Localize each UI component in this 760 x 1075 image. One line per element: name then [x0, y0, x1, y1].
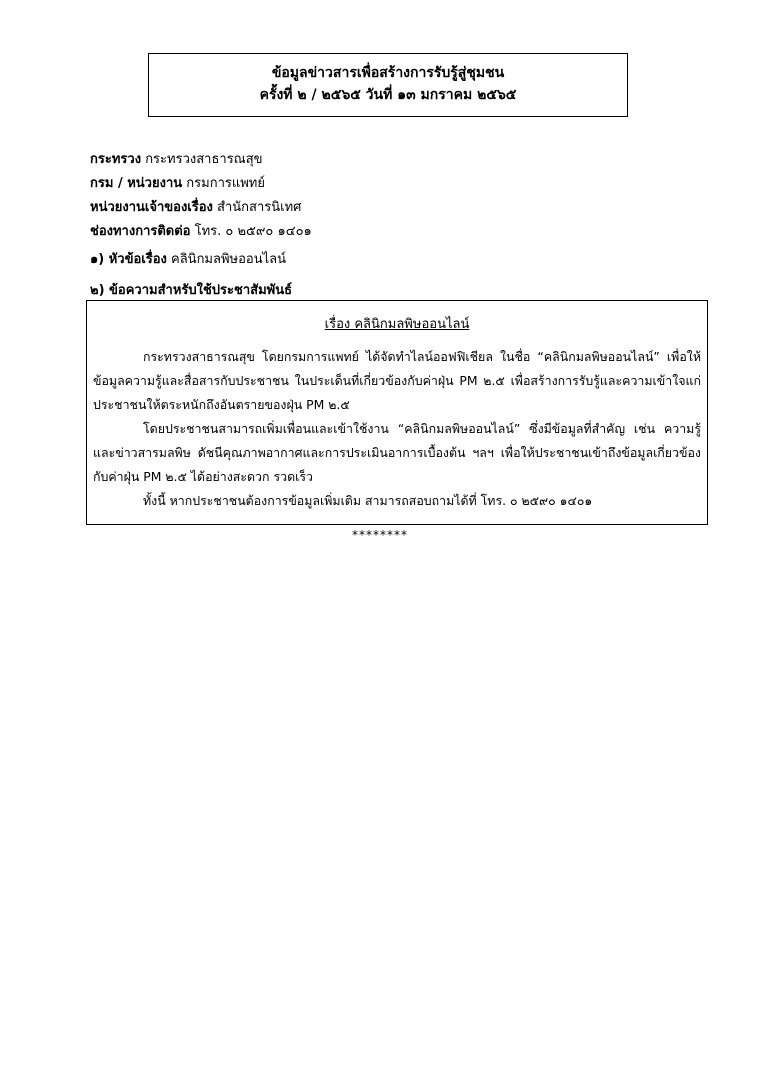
story-title: เรื่อง คลินิกมลพิษออนไลน์: [324, 317, 470, 332]
story-paragraph-2: โดยประชาชนสามารถเพิ่มเพื่อนและเข้าใช้งาน “คลินิกมลพิษออนไลน์” ซึ่งมีข้อมูลที่สำคัญ เช่น ความรู้และข่าวสารมลพิษ ดัชนีคุณภาพอากาศและการประเมินอาการเบื้องต้น ฯลฯ เพื่อให้ประชาชนเข้าถึงข้อมูลเกี่ยวข้องกับค่าฝุ่น PM ๒.๕ ได้อย่างสะดวก รวดเร็ว: [93, 421, 701, 484]
title-line-1: ข้อมูลข่าวสารเพื่อสร้างการรับรู้สู่ชุมชน: [271, 65, 505, 81]
story-paragraph-3: ทั้งนี้ หากประชาชนต้องการข้อมูลเพิ่มเติม สามารถสอบถามได้ที่ โทร. ๐ ๒๕๙๐ ๑๔๐๑: [143, 493, 593, 508]
press-release-box: [86, 300, 708, 525]
department-label: กรม / หน่วยงาน: [90, 176, 183, 191]
section-1-label: ๑) หัวข้อเรื่อง: [90, 252, 167, 267]
contact-row: [90, 222, 312, 242]
ministry-value: กระทรวงสาธารณสุข: [145, 152, 263, 167]
owner-row: [90, 198, 301, 218]
contact-value: โทร. ๐ ๒๕๙๐ ๑๔๐๑: [194, 224, 312, 239]
owner-value: สำนักสารนิเทศ: [217, 200, 302, 215]
story-paragraph-1: กระทรวงสาธารณสุข โดยกรมการแพทย์ ได้จัดทำไลน์ออฟฟิเชียล ในชื่อ “คลินิกมลพิษออนไลน์” เพื่อให้ข้อมูลความรู้และสื่อสารกับประชาชน ในประเด็นที่เกี่ยวข้องกับค่าฝุ่น PM ๒.๕ เพื่อสร้างการรับรู้และความเข้าใจแก่ประชาชนให้ตระหนักถึงอันตรายของฝุ่น PM ๒.๕: [93, 349, 701, 412]
section-2-heading: [90, 281, 292, 301]
section-2-label: ๒) ข้อความสำหรับใช้ประชาสัมพันธ์: [90, 283, 293, 298]
section-1-heading: [90, 250, 286, 270]
ministry-label: กระทรวง: [90, 152, 142, 167]
contact-label: ช่องทางการติดต่อ: [90, 224, 191, 239]
title-box: [148, 53, 628, 117]
owner-label: หน่วยงานเจ้าของเรื่อง: [90, 200, 213, 215]
end-marker: ********: [352, 528, 408, 542]
ministry-row: [90, 150, 263, 170]
department-row: [90, 174, 265, 194]
section-1-value: คลินิกมลพิษออนไลน์: [171, 252, 287, 267]
department-value: กรมการแพทย์: [186, 176, 265, 191]
title-line-2: ครั้งที่ ๒ / ๒๕๖๕ วันที่ ๑๓ มกราคม ๒๕๖๕: [259, 87, 517, 103]
